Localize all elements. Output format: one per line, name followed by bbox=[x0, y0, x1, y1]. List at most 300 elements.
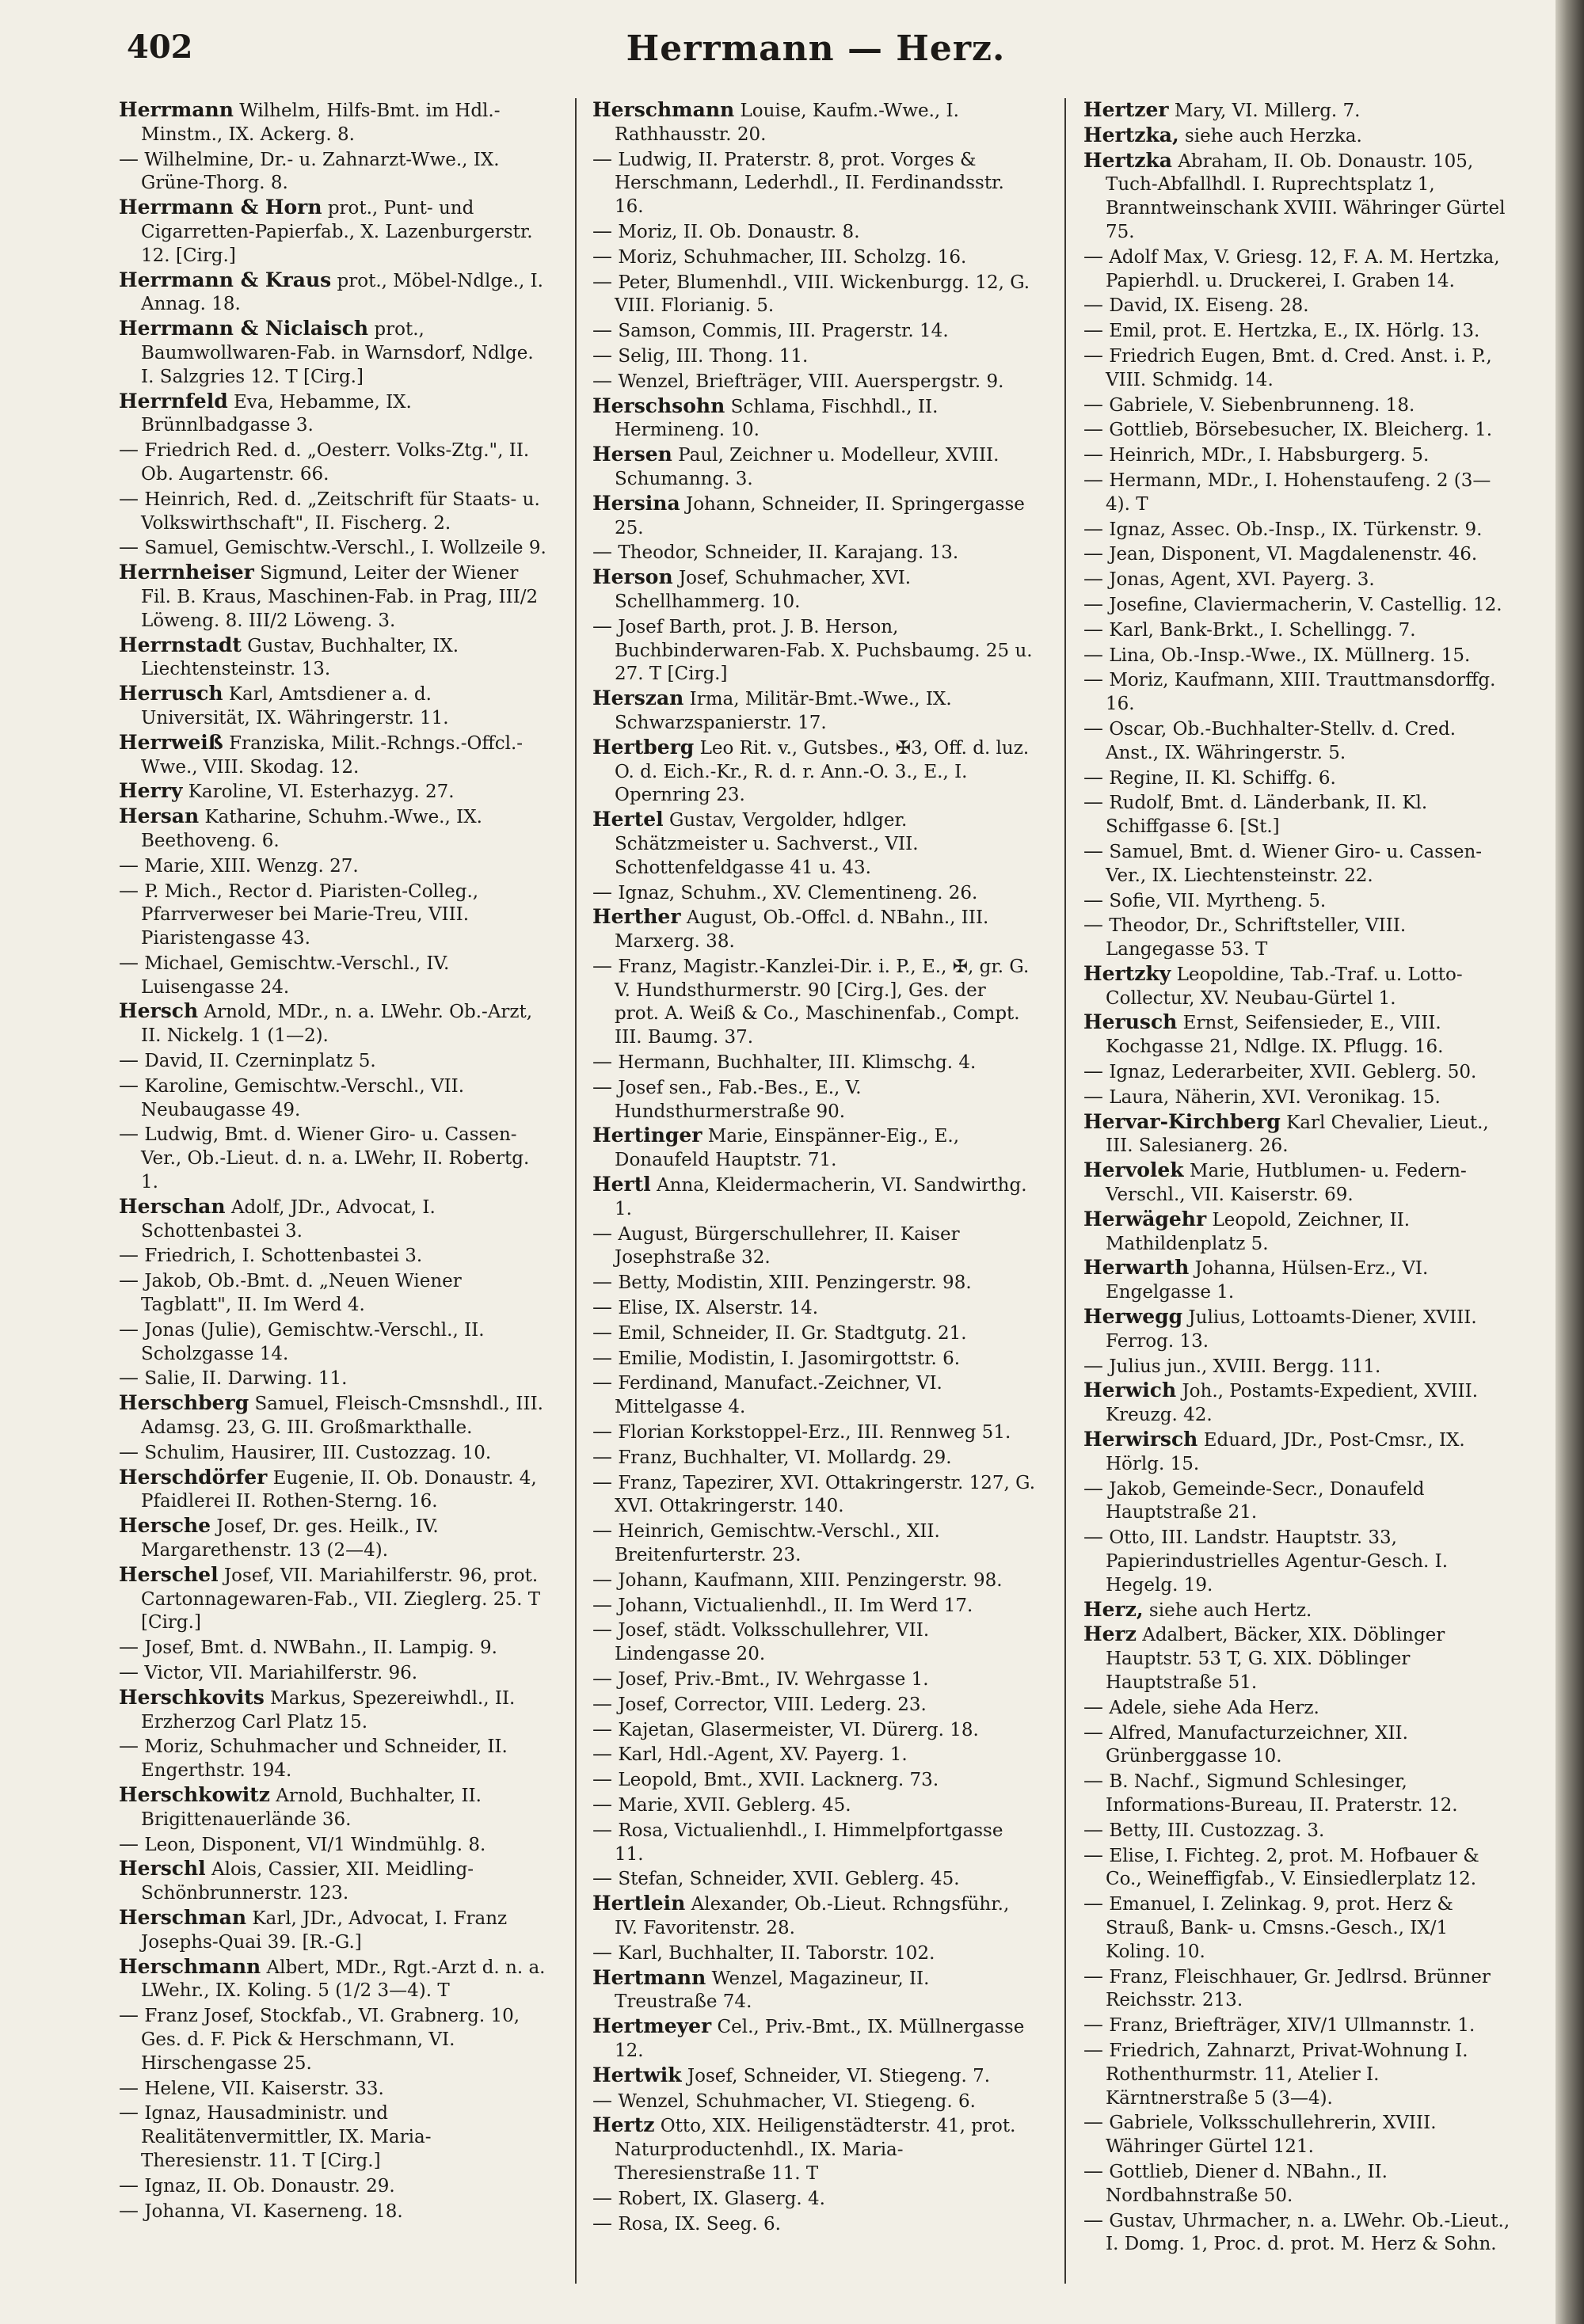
directory-entry bbox=[592, 219, 1036, 245]
entry-surname: — bbox=[1083, 542, 1103, 565]
entry-details: Michael, Gemischtw.-Verschl., IV. Luisengasse 24. bbox=[141, 953, 450, 998]
entry-surname: Hertzka, bbox=[1083, 123, 1179, 146]
entry-details: Cel., Priv.-Bmt., IX. Müllnergasse 12. bbox=[615, 2017, 1025, 2061]
directory-entry bbox=[119, 390, 546, 439]
entry-details: Gabriele, V. Siebenbrunneng. 18. bbox=[1109, 394, 1415, 416]
directory-entry bbox=[1083, 1843, 1513, 1892]
column-middle bbox=[592, 98, 1036, 2284]
directory-entry bbox=[592, 1717, 1036, 1743]
entry-surname: — bbox=[1083, 1720, 1103, 1744]
directory-entry bbox=[592, 2063, 1036, 2089]
entry-surname: Herschan bbox=[119, 1194, 226, 1218]
directory-entry bbox=[119, 535, 546, 561]
directory-entry bbox=[119, 1857, 546, 1906]
directory-entry bbox=[119, 1243, 546, 1269]
entry-surname: — bbox=[592, 1050, 612, 1074]
entry-details: Josef, Schuhmacher, XVI. Schellhammerg. 10. bbox=[615, 568, 912, 612]
entry-details: Heinrich, MDr., I. Habsburgerg. 5. bbox=[1109, 445, 1430, 466]
directory-entry bbox=[119, 1783, 546, 1832]
entry-surname: Herschkowitz bbox=[119, 1782, 270, 1806]
directory-entry bbox=[119, 1514, 546, 1563]
entry-details: Josef, Priv.-Bmt., IV. Wehrgasse 1. bbox=[618, 1669, 929, 1690]
directory-entry bbox=[592, 1568, 1036, 1593]
entry-details: Emanuel, I. Zelinkag. 9, prot. Herz & Strauß, Bank- u. Cmsns.-Gesch., IX/1 Koling. 10. bbox=[1106, 1894, 1453, 1962]
directory-entry bbox=[592, 1767, 1036, 1793]
directory-entry bbox=[592, 492, 1036, 541]
entry-surname: Herson bbox=[592, 565, 673, 589]
entry-details: Ignaz, Assec. Ob.-Insp., IX. Türkenstr. 9. bbox=[1109, 519, 1483, 540]
directory-entry bbox=[119, 438, 546, 487]
entry-details: Leopold, Zeichner, II. Mathildenplatz 5. bbox=[1106, 1209, 1411, 1254]
directory-entry bbox=[1083, 618, 1513, 643]
entry-details: Ignaz, Hausadministr. und Realitätenvermittler, IX. Maria-Theresienstr. 11. T [Cirg.] bbox=[141, 2103, 432, 2171]
entry-details: Josef Barth, prot. J. B. Herson, Buchbinderwaren-Fab. X. Puchsbaumg. 25 u. 27. T [Cirg.] bbox=[615, 616, 1033, 685]
entry-details: Elise, IX. Alserstr. 14. bbox=[618, 1298, 819, 1319]
entry-surname: — bbox=[592, 614, 612, 637]
directory-entry bbox=[119, 2003, 546, 2075]
entry-surname: — bbox=[592, 1691, 612, 1715]
entry-details: Friedrich Red. d. „Oesterr. Volks-Ztg.", II. Ob. Augartenstr. 66. bbox=[141, 440, 530, 485]
directory-entry bbox=[592, 1445, 1036, 1470]
directory-entry bbox=[119, 951, 546, 1000]
entry-surname: Herrnfeld bbox=[119, 389, 228, 413]
directory-entry bbox=[1083, 124, 1513, 149]
directory-entry bbox=[1083, 1208, 1513, 1257]
entry-surname: — bbox=[592, 146, 612, 170]
directory-entry bbox=[592, 736, 1036, 808]
entry-details: Julius, Lottoamts-Diener, XVIII. Ferrog. 13. bbox=[1106, 1307, 1477, 1352]
directory-entry bbox=[119, 1686, 546, 1735]
directory-entry bbox=[119, 2076, 546, 2101]
directory-entry bbox=[592, 1321, 1036, 1346]
entry-details: Franz, Buchhalter, VI. Mollardg. 29. bbox=[618, 1447, 952, 1468]
entry-details: Joh., Postamts-Expedient, XVIII. Kreuzg. 42. bbox=[1106, 1381, 1479, 1426]
entry-details: Moriz, II. Ob. Donaustr. 8. bbox=[618, 221, 860, 242]
entry-surname: — bbox=[119, 1073, 139, 1097]
entry-details: Wenzel, Schuhmacher, VI. Stiegeng. 6. bbox=[618, 2090, 976, 2112]
page-number: 402 bbox=[127, 29, 193, 66]
entry-details: Josef, städt. Volksschullehrer, VII. Lindengasse 20. bbox=[615, 1620, 930, 1665]
entry-details: Theodor, Schneider, II. Karajang. 13. bbox=[618, 542, 959, 564]
entry-details: P. Mich., Rector d. Piaristen-Colleg., Pfarrverweser bei Marie-Treu, VIII. Piaristengasse 43. bbox=[141, 881, 479, 949]
directory-entry bbox=[119, 1440, 546, 1466]
directory-entry bbox=[1083, 1818, 1513, 1843]
entry-surname: Hersch bbox=[119, 999, 199, 1023]
entry-details: Josef, Bmt. d. NWBahn., II. Lampig. 9. bbox=[144, 1637, 497, 1659]
entry-surname: Herschsohn bbox=[592, 394, 725, 417]
entry-surname: — bbox=[1083, 1476, 1103, 1500]
directory-columns bbox=[119, 98, 1513, 2284]
directory-entry bbox=[119, 804, 546, 854]
entry-details: Karl, Buchhalter, II. Taborstr. 102. bbox=[618, 1942, 935, 1964]
entry-details: Jakob, Gemeinde-Secr., Donaufeld Hauptstraße 21. bbox=[1106, 1478, 1425, 1523]
entry-surname: Herrmann & Horn bbox=[119, 196, 322, 219]
directory-entry bbox=[592, 1075, 1036, 1124]
entry-details: Ernst, Seifensieder, E., VIII. Kochgasse 21, Ndlge. IX. Pflugg. 16. bbox=[1106, 1013, 1444, 1058]
directory-entry bbox=[592, 1519, 1036, 1568]
entry-details: Ferdinand, Manufact.-Zeichner, VI. Mittelgasse 4. bbox=[615, 1373, 942, 1418]
entry-details: Selig, III. Thong. 11. bbox=[618, 345, 809, 367]
entry-details: Ignaz, Lederarbeiter, XVII. Geblerg. 50. bbox=[1109, 1062, 1477, 1083]
entry-surname: — bbox=[592, 1592, 612, 1616]
entry-surname: — bbox=[1083, 617, 1103, 641]
entry-details: Karl, Hdl.-Agent, XV. Payerg. 1. bbox=[618, 1744, 908, 1766]
directory-entry bbox=[1083, 1085, 1513, 1110]
entry-surname: — bbox=[592, 269, 612, 293]
entry-surname: — bbox=[119, 2198, 139, 2222]
entry-details: Johann, Victualienhdl., II. Im Werd 17. bbox=[618, 1595, 973, 1616]
entry-details: Eugenie, II. Ob. Donaustr. 4, Pfaidlerei II. Rothen-Sterng. 16. bbox=[141, 1467, 537, 1512]
entry-surname: Herwirsch bbox=[1083, 1428, 1198, 1451]
entry-surname: — bbox=[592, 540, 612, 564]
directory-entry bbox=[1083, 542, 1513, 567]
entry-details: Gustav, Buchhalter, IX. Liechtensteinstr. 13. bbox=[141, 635, 459, 680]
directory-entry bbox=[592, 1593, 1036, 1618]
entry-details: Gabriele, Volksschullehrerin, XVIII. Währinger Gürtel 121. bbox=[1106, 2113, 1437, 2158]
entry-surname: Herschmann bbox=[592, 98, 735, 121]
entry-surname: — bbox=[592, 1295, 612, 1319]
directory-entry bbox=[1083, 417, 1513, 443]
directory-entry bbox=[1083, 1010, 1513, 1059]
entry-details: Gottlieb, Diener d. NBahn., II. Nordbahnstraße 50. bbox=[1106, 2161, 1388, 2206]
entry-surname: — bbox=[119, 438, 139, 462]
entry-surname: — bbox=[592, 1667, 612, 1690]
directory-entry bbox=[592, 540, 1036, 565]
entry-details: Oscar, Ob.-Buchhalter-Stellv. d. Cred. Anst., IX. Währingerstr. 5. bbox=[1106, 718, 1456, 763]
entry-surname: — bbox=[1083, 716, 1103, 740]
entry-surname: — bbox=[592, 1567, 612, 1591]
directory-entry bbox=[119, 268, 546, 318]
directory-entry bbox=[119, 1318, 546, 1367]
entry-details: Jonas (Julie), Gemischtw.-Verschl., II. Scholzgasse 14. bbox=[141, 1319, 485, 1364]
entry-surname: Herschkovits bbox=[119, 1685, 265, 1709]
directory-entry bbox=[1083, 913, 1513, 962]
entry-surname: Herwägehr bbox=[1083, 1207, 1207, 1230]
entry-surname: Herschdörfer bbox=[119, 1465, 268, 1489]
directory-entry bbox=[592, 1346, 1036, 1371]
directory-entry bbox=[592, 344, 1036, 369]
entry-details: Leopold, Bmt., XVII. Lacknerg. 73. bbox=[618, 1770, 939, 1791]
directory-entry bbox=[119, 1906, 546, 1955]
entry-details: Jean, Disponent, VI. Magdalenenstr. 46. bbox=[1109, 544, 1478, 565]
entry-details: Peter, Blumenhdl., VIII. Wickenburgg. 12, G. VIII. Florianig. 5. bbox=[615, 272, 1030, 317]
directory-entry bbox=[1083, 2159, 1513, 2208]
entry-details: Jonas, Agent, XVI. Payerg. 3. bbox=[1109, 569, 1375, 591]
directory-entry bbox=[1083, 1256, 1513, 1305]
entry-surname: Hertwik bbox=[592, 2063, 682, 2086]
directory-entry bbox=[592, 270, 1036, 319]
entry-surname: — bbox=[1083, 1084, 1103, 1108]
entry-details: Albert, MDr., Rgt.-Arzt d. n. a. LWehr., IX. Koling. 5 (1/2 3—4). T bbox=[141, 1957, 546, 2002]
directory-entry bbox=[1083, 1379, 1513, 1428]
directory-entry bbox=[592, 2014, 1036, 2063]
directory-entry bbox=[592, 245, 1036, 270]
directory-entry bbox=[592, 1618, 1036, 1667]
directory-entry bbox=[119, 1122, 546, 1194]
entry-surname: — bbox=[592, 1618, 612, 1641]
directory-entry bbox=[119, 1195, 546, 1244]
entry-surname: Hertinger bbox=[592, 1124, 703, 1147]
directory-entry bbox=[119, 1832, 546, 1858]
entry-details: Franz, Magistr.-Kanzlei-Dir. i. P., E., ✠, gr. G. V. Hundsthurmerstr. 90 [Cirg.], Ges. der prot. A. Weiß & Co., Maschinenfab., Compt. III. Baumg. 37. bbox=[615, 956, 1030, 1048]
directory-entry bbox=[1083, 98, 1513, 124]
entry-surname: Herry bbox=[119, 779, 183, 803]
entry-details: Leo Rit. v., Gutsbes., ✠3, Off. d. luz. O. d. Eich.-Kr., R. d. r. Ann.-O. 3., E., I. Opernring 23. bbox=[615, 737, 1030, 806]
entry-details: Hermann, MDr., I. Hohenstaufeng. 2 (3—4). T bbox=[1106, 470, 1491, 515]
directory-entry bbox=[119, 2101, 546, 2173]
entry-details: Marie, Hutblumen- u. Federn-Verschl., VII. Kaiserstr. 69. bbox=[1106, 1161, 1467, 1206]
entry-surname: Hersche bbox=[119, 1514, 211, 1538]
entry-details: Alois, Cassier, XII. Meidling-Schönbrunnerstr. 123. bbox=[141, 1859, 474, 1904]
page-header bbox=[119, 29, 1513, 76]
entry-details: Josef, Corrector, VIII. Lederg. 23. bbox=[618, 1694, 927, 1715]
entry-details: Franz, Tapezirer, XVI. Ottakringerstr. 127, G. XVI. Ottakringerstr. 140. bbox=[615, 1472, 1035, 1517]
entry-details: Friedrich, I. Schottenbastei 3. bbox=[144, 1246, 423, 1267]
entry-details: Lina, Ob.-Insp.-Wwe., IX. Müllnerg. 15. bbox=[1109, 645, 1471, 666]
directory-entry bbox=[1083, 592, 1513, 618]
scan-edge-shadow bbox=[1555, 0, 1584, 2324]
entry-details: Emil, Schneider, II. Gr. Stadtgutg. 21. bbox=[618, 1322, 967, 1344]
entry-surname: — bbox=[1083, 318, 1103, 342]
entry-surname: — bbox=[1083, 2037, 1103, 2061]
entry-surname: — bbox=[1083, 567, 1103, 591]
entry-surname: Herwegg bbox=[1083, 1305, 1183, 1329]
entry-details: Friedrich, Zahnarzt, Privat-Wohnung I. Rothenthurmstr. 11, Atelier I. Kärntnerstraße 5 (3—4). bbox=[1106, 2040, 1468, 2109]
entry-details: Julius jun., XVIII. Bergg. 111. bbox=[1109, 1356, 1381, 1377]
entry-surname: — bbox=[1083, 516, 1103, 540]
entry-details: David, IX. Eiseng. 28. bbox=[1109, 295, 1309, 317]
directory-entry bbox=[119, 487, 546, 536]
directory-entry bbox=[1083, 1477, 1513, 1526]
entry-surname: — bbox=[1083, 443, 1103, 466]
entry-details: Anna, Kleidermacherin, VI. Sandwirthg. 1. bbox=[615, 1175, 1027, 1219]
entry-details: Hermann, Buchhalter, III. Klimschg. 4. bbox=[618, 1052, 977, 1074]
entry-surname: — bbox=[592, 2211, 612, 2235]
directory-entry bbox=[1083, 567, 1513, 592]
entry-surname: — bbox=[592, 1817, 612, 1841]
entry-details: Otto, XIX. Heiligenstädterstr. 41, prot. Naturproductenhdl., IX. Maria-Theresienstraße 11. T bbox=[615, 2116, 1016, 2184]
directory-entry bbox=[119, 682, 546, 731]
directory-entry bbox=[592, 1173, 1036, 1222]
entry-details: Karl, JDr., Advocat, I. Franz Josephs-Quai 39. [R.-G.] bbox=[141, 1908, 508, 1953]
entry-surname: — bbox=[592, 244, 612, 268]
entry-details: Eva, Hebamme, IX. Brünnlbadgasse 3. bbox=[141, 391, 412, 436]
entry-details: Regine, II. Kl. Schiffg. 6. bbox=[1109, 767, 1336, 789]
entry-details: Schulim, Hausirer, III. Custozzag. 10. bbox=[144, 1442, 492, 1463]
entry-surname: — bbox=[1083, 1892, 1103, 1915]
directory-entry bbox=[1083, 293, 1513, 318]
entry-details: Marie, XVII. Geblerg. 45. bbox=[618, 1794, 851, 1816]
entry-surname: — bbox=[1083, 2013, 1103, 2037]
directory-entry bbox=[592, 2089, 1036, 2114]
directory-entry bbox=[1083, 1769, 1513, 1818]
entry-surname: — bbox=[592, 1519, 612, 1542]
directory-entry bbox=[119, 999, 546, 1048]
entry-surname: Herrnheiser bbox=[119, 561, 254, 584]
directory-entry bbox=[119, 147, 546, 196]
entry-details: Victor, VII. Mariahilferstr. 96. bbox=[144, 1663, 418, 1683]
entry-surname: — bbox=[1083, 1695, 1103, 1718]
entry-surname: — bbox=[1083, 1964, 1103, 1987]
entry-surname: — bbox=[592, 1320, 612, 1344]
entry-details: siehe auch Hertz. bbox=[1148, 1599, 1312, 1621]
entry-details: Ludwig, Bmt. d. Wiener Giro- u. Cassen-Ver., Ob.-Lieut. d. n. a. LWehr, II. Robertg. 1. bbox=[141, 1124, 530, 1193]
directory-entry bbox=[592, 1966, 1036, 2015]
entry-surname: — bbox=[1083, 244, 1103, 268]
entry-details: Paul, Zeichner u. Modelleur, XVIII. Schumanng. 3. bbox=[615, 445, 1000, 489]
entry-surname: — bbox=[592, 1075, 612, 1098]
directory-entry bbox=[1083, 2038, 1513, 2110]
directory-entry bbox=[592, 1470, 1036, 1520]
directory-entry bbox=[592, 565, 1036, 614]
entry-details: Marie, Einspänner-Eig., E., Donaufeld Hauptstr. 71. bbox=[615, 1126, 960, 1171]
entry-surname: Herusch bbox=[1083, 1010, 1178, 1034]
entry-surname: — bbox=[119, 486, 139, 510]
entry-details: Leopoldine, Tab.-Traf. u. Lotto-Collectur, XV. Neubau-Gürtel 1. bbox=[1106, 964, 1463, 1009]
directory-entry bbox=[592, 1818, 1036, 1867]
directory-entry bbox=[119, 779, 546, 804]
directory-entry bbox=[592, 808, 1036, 880]
entry-surname: — bbox=[592, 1866, 612, 1890]
entry-surname: Hervolek bbox=[1083, 1158, 1184, 1182]
directory-entry bbox=[1083, 1965, 1513, 2014]
entry-surname: — bbox=[119, 1440, 139, 1463]
directory-entry bbox=[592, 2113, 1036, 2185]
directory-entry bbox=[592, 1667, 1036, 1692]
entry-surname: — bbox=[1083, 1843, 1103, 1866]
entry-surname: — bbox=[119, 950, 139, 974]
entry-details: Betty, Modistin, XIII. Penzingerstr. 98. bbox=[618, 1272, 972, 1294]
entry-surname: — bbox=[119, 2101, 139, 2124]
entry-details: Markus, Spezereiwhdl., II. Erzherzog Carl Platz 15. bbox=[141, 1687, 516, 1733]
entry-details: Franziska, Milit.-Rchngs.-Offcl.-Wwe., VIII. Skodag. 12. bbox=[141, 732, 524, 778]
entry-surname: — bbox=[119, 2003, 139, 2027]
entry-details: Elise, I. Fichteg. 2, prot. M. Hofbauer & Co., Weineffigfab., V. Einsiedlerplatz 12. bbox=[1106, 1845, 1479, 1890]
directory-entry bbox=[592, 443, 1036, 492]
entry-surname: Herz bbox=[1083, 1622, 1137, 1646]
directory-entry bbox=[1083, 318, 1513, 344]
entry-details: August, Bürgerschullehrer, II. Kaiser Josephstraße 32. bbox=[615, 1223, 960, 1269]
directory-entry bbox=[1083, 1305, 1513, 1354]
entry-details: Karl, Bank-Brkt., I. Schellingg. 7. bbox=[1109, 619, 1416, 641]
directory-entry bbox=[592, 881, 1036, 906]
entry-surname: Herrnstadt bbox=[119, 633, 242, 656]
entry-details: Karl Chevalier, Lieut., III. Salesianerg. 26. bbox=[1106, 1112, 1489, 1157]
entry-surname: Hertel bbox=[592, 808, 664, 831]
entry-surname: Hersan bbox=[119, 804, 200, 828]
entry-surname: — bbox=[1083, 765, 1103, 789]
entry-surname: — bbox=[592, 318, 612, 342]
directory-entry bbox=[1083, 1428, 1513, 1477]
entry-surname: — bbox=[592, 219, 612, 242]
directory-entry bbox=[1083, 1622, 1513, 1695]
entry-details: Alexander, Ob.-Lieut. Rchngsführ., IV. Favoritenstr. 28. bbox=[615, 1894, 1010, 1938]
directory-entry bbox=[592, 905, 1036, 954]
directory-entry bbox=[1083, 245, 1513, 294]
entry-details: Gustav, Uhrmacher, n. a. LWehr. Ob.-Lieut., I. Domg. 1, Proc. d. prot. M. Herz & Sohn. bbox=[1106, 2210, 1510, 2255]
entry-details: Gustav, Vergolder, hdlger. Schätzmeister u. Sachverst., VII. Schottenfeldgasse 41 u. 43. bbox=[615, 810, 919, 878]
entry-details: Johann, Schneider, II. Springergasse 25. bbox=[615, 493, 1025, 538]
directory-entry bbox=[119, 879, 546, 951]
entry-details: prot., Möbel-Ndlge., I. Annag. 18. bbox=[141, 270, 543, 315]
entry-surname: — bbox=[1083, 2110, 1103, 2134]
entry-surname: — bbox=[119, 1048, 139, 1072]
entry-details: Sigmund, Leiter der Wiener Fil. B. Kraus, Maschinen-Fab. in Prag, III/2 Löweng. 8. III/2 Löweng. 3. bbox=[141, 563, 539, 631]
entry-surname: Hertmeyer bbox=[592, 2014, 712, 2038]
entry-surname: Hertzer bbox=[1083, 98, 1169, 121]
directory-entry bbox=[1083, 1695, 1513, 1721]
entry-details: Johanna, VI. Kaserneng. 18. bbox=[144, 2200, 403, 2222]
entry-details: David, II. Czerninplatz 5. bbox=[144, 1051, 376, 1072]
entry-details: Rosa, IX. Seeg. 6. bbox=[618, 2213, 781, 2235]
entry-surname: — bbox=[119, 878, 139, 902]
directory-entry bbox=[1083, 643, 1513, 668]
entry-details: Karoline, VI. Esterhazyg. 27. bbox=[188, 782, 455, 803]
entry-details: Johann, Kaufmann, XIII. Penzingerstr. 98. bbox=[618, 1569, 1003, 1591]
entry-surname: — bbox=[1083, 343, 1103, 367]
entry-surname: Hertz bbox=[592, 2113, 655, 2137]
directory-entry bbox=[119, 1269, 546, 1318]
directory-entry bbox=[1083, 443, 1513, 468]
entry-details: August, Ob.-Offcl. d. NBahn., III. Marxerg. 38. bbox=[615, 907, 989, 953]
entry-details: Adalbert, Bäcker, XIX. Döblinger Hauptstr. 53 T, G. XIX. Döblinger Hauptstraße 51. bbox=[1106, 1625, 1445, 1693]
directory-entry bbox=[592, 318, 1036, 344]
entry-details: Wilhelm, Hilfs-Bmt. im Hdl.-Minstm., IX. Ackerg. 8. bbox=[141, 101, 501, 145]
directory-entry bbox=[592, 2186, 1036, 2212]
entry-details: Katharine, Schuhm.-Wwe., IX. Beethoveng. 6. bbox=[141, 807, 482, 851]
directory-entry bbox=[119, 1048, 546, 1074]
entry-details: Josef, Schneider, VI. Stiegeng. 7. bbox=[687, 2065, 991, 2086]
directory-entry bbox=[1083, 1892, 1513, 1964]
entry-details: Helene, VII. Kaiserstr. 33. bbox=[144, 2078, 384, 2099]
entry-details: Franz Josef, Stockfab., VI. Grabnerg. 10, Ges. d. F. Pick & Herschmann, VI. Hirschengasse 25. bbox=[141, 2006, 520, 2074]
directory-entry bbox=[119, 1660, 546, 1686]
entry-surname: Herwarth bbox=[1083, 1256, 1190, 1280]
directory-entry bbox=[1083, 468, 1513, 517]
column-divider bbox=[1064, 98, 1066, 2284]
entry-details: Josefine, Claviermacherin, V. Castellig. 12. bbox=[1109, 594, 1502, 615]
entry-details: Franz, Fleischhauer, Gr. Jedlrsd. Brünner Reichsstr. 213. bbox=[1106, 1966, 1491, 2011]
entry-details: Otto, III. Landstr. Hauptstr. 33, Papierindustrielles Agentur-Gesch. I. Hegelg. 19. bbox=[1106, 1527, 1449, 1596]
entry-surname: — bbox=[592, 1270, 612, 1294]
entry-surname: — bbox=[592, 2088, 612, 2112]
entry-surname: — bbox=[1083, 839, 1103, 862]
entry-details: Friedrich Eugen, Bmt. d. Cred. Anst. i. P., VIII. Schmidg. 14. bbox=[1106, 345, 1492, 390]
directory-entry bbox=[119, 1734, 546, 1783]
entry-details: prot., Baumwollwaren-Fab. in Warnsdorf, Ndlge. I. Salzgries 12. T [Cirg.] bbox=[141, 319, 534, 387]
directory-entry bbox=[592, 614, 1036, 687]
entry-surname: — bbox=[1083, 293, 1103, 317]
entry-details: Betty, III. Custozzag. 3. bbox=[1109, 1820, 1325, 1841]
entry-surname: Hertl bbox=[592, 1173, 651, 1196]
directory-entry bbox=[119, 633, 546, 683]
entry-details: Schlama, Fischhdl., II. Hermineng. 10. bbox=[615, 396, 939, 441]
directory-entry bbox=[119, 1366, 546, 1391]
entry-surname: — bbox=[592, 953, 612, 977]
directory-entry bbox=[1083, 1110, 1513, 1159]
entry-surname: — bbox=[119, 1317, 139, 1341]
directory-entry bbox=[592, 1892, 1036, 1941]
directory-entry bbox=[592, 1124, 1036, 1173]
entry-details: siehe auch Herzka. bbox=[1184, 125, 1362, 146]
entry-surname: — bbox=[119, 1734, 139, 1758]
directory-entry bbox=[1083, 393, 1513, 418]
entry-surname: — bbox=[592, 1371, 612, 1394]
directory-entry bbox=[119, 1563, 546, 1635]
entry-details: Moriz, Schuhmacher und Schneider, II. Engerthstr. 194. bbox=[141, 1736, 508, 1782]
entry-surname: Hervar-Kirchberg bbox=[1083, 1109, 1281, 1133]
directory-entry bbox=[592, 1793, 1036, 1818]
